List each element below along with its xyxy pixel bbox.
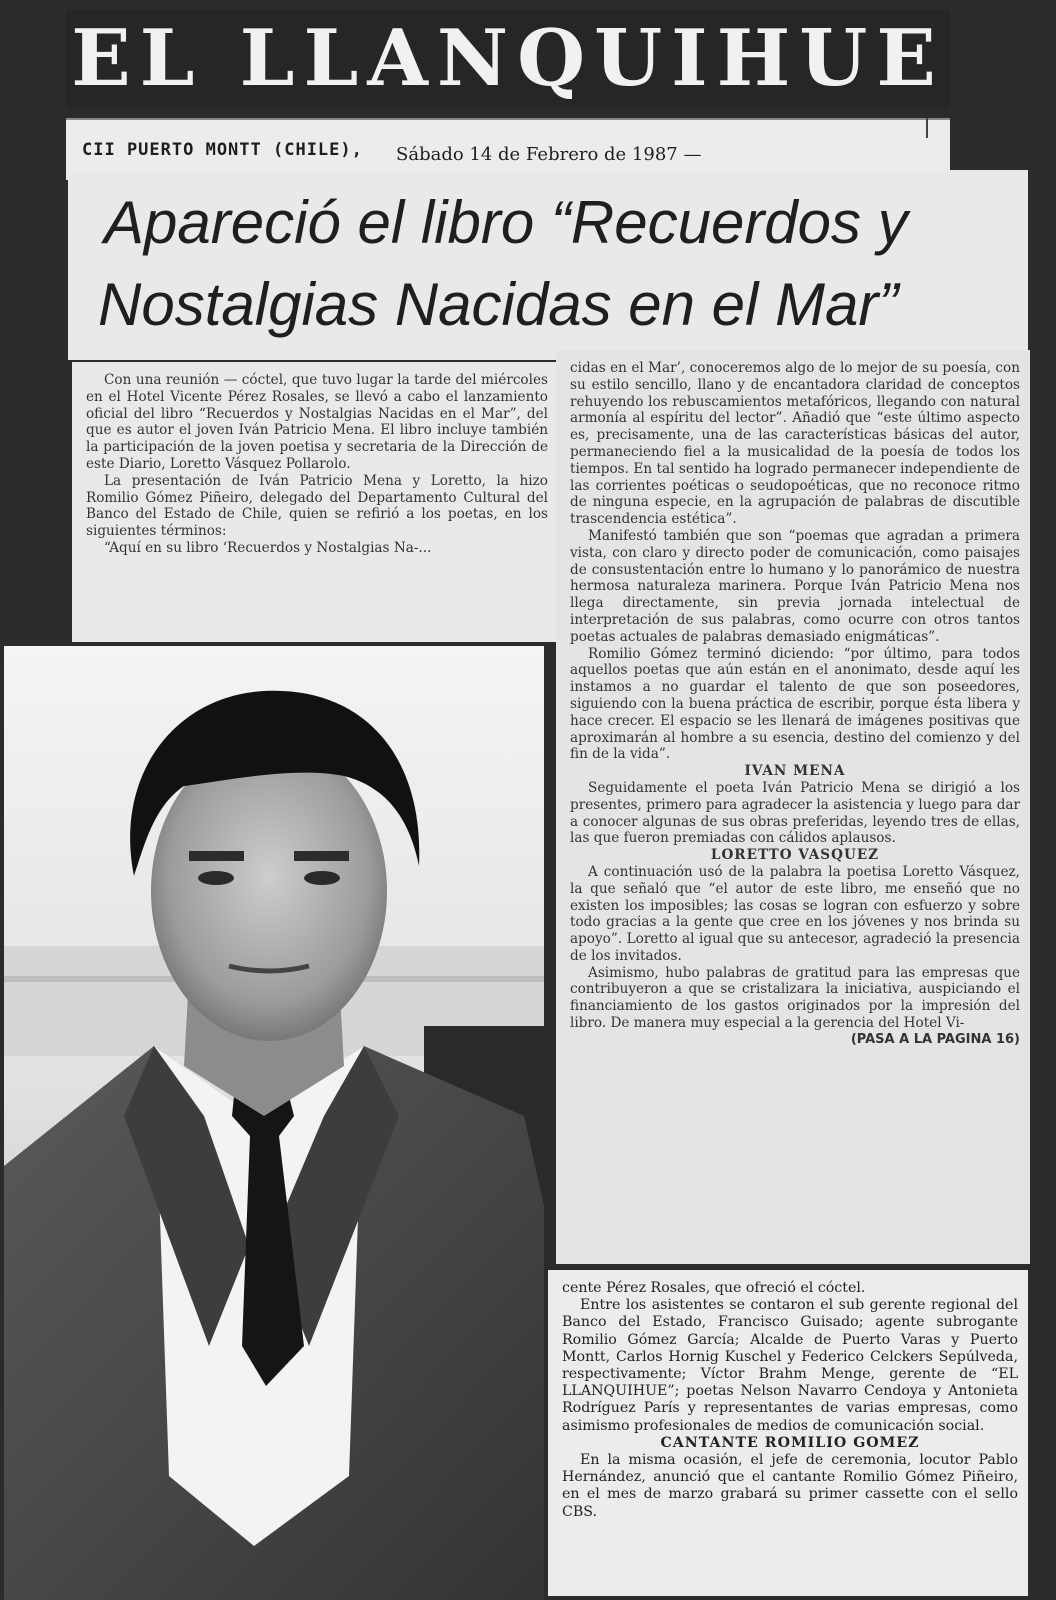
author-photo (4, 646, 544, 1600)
article-column-3 (548, 1270, 1028, 1596)
divider (926, 118, 928, 138)
headline-line-2: Nostalgias Nacidas en el Mar” (98, 271, 899, 338)
paragraph: Con una reunión — cóctel, que tuvo lugar la tarde del miércoles en el Hotel Vicente Pérez Rosales, se llevó a cabo el lanzamiento oficial del libro “Recuerdos y Nostalgias Nacidas en el Mar”, del que es autor el joven Iván Patricio Mena. El libro incluye también la participación de la joven poetisa y secretaria de la Dirección de este Diario, Loretto Vásquez Pollarolo. (86, 372, 548, 472)
headline (68, 170, 1028, 360)
paragraph: La presentación de Iván Patricio Mena y Loretto, la hizo Romilio Gómez Piñeiro, delegado del Departamento Cultural del Banco del Estado de Chile, quien se refirió a los poetas, en los siguientes términos: (86, 472, 548, 540)
subheading-ivan-mena: IVAN MENA (744, 763, 846, 780)
paragraph: En la misma ocasión, el jefe de ceremonia, locutor Pablo Hernández, anunció que el cantante Romilio Gómez Piñeiro, en el mes de marzo grabará su primer cassette con el sello CBS. (562, 1452, 1018, 1520)
paragraph: Entre los asistentes se contaron el sub gerente regional del Banco del Estado, Francisco Guisado; agente subrogante Romilio Gómez García; Alcalde de Puerto Varas y Puerto Montt, Carlos Hornig Kuschel y Federico Celckers Sepúlveda, respectivamente; Víctor Brahm Menge, gerente de “EL LLANQUIHUE”; poetas Nelson Navarro Cendoya y Antonieta Rodríguez París y representantes de varias empresas, como asimismo profesionales de medios de comunicación social. (562, 1297, 1018, 1434)
paragraph: cente Pérez Rosales, que ofreció el cóctel. (562, 1280, 866, 1296)
continued-notice: (PASA A LA PAGINA 16) (850, 1031, 1020, 1047)
article-column-2 (556, 350, 1030, 1264)
masthead: EL LLANQUIHUE (66, 10, 950, 108)
paragraph: “Aquí en su libro ‘Recuerdos y Nostalgias Na-... (104, 539, 432, 556)
paragraph: A continuación usó de la palabra la poetisa Loretto Vásquez, la que señaló que “el autor de este libro, me enseñó que no existen los imposibles; las cosas se logran con esfuerzo y sobre todo gracias a la gente que cree en los jóvenes y nos brinda su apoyo”. Loretto al igual que su antecesor, agradeció la presencia de los invitados. (570, 863, 1020, 964)
article-column-1 (72, 362, 558, 642)
headline-line-1: Apareció el libro “Recuerdos y (104, 189, 908, 256)
portrait-illustration (4, 646, 544, 1600)
paragraph: cidas en el Mar’, conoceremos algo de lo mejor de su poesía, con su estilo sencillo, llano y de encantadora claridad de conceptos rehuyendo los rebuscamientos metafóricos, llegando con natural armonía al espíritu del lector”. Añadió que “este último aspecto es, precisamente, una de las características básicas del autor, permaneciendo fiel a la musicalidad de la poesía de todos los tiempos. En tal sentido ha logrado permanecer independiente de las corrientes poéticas o seudopoéticas, que no reconoce ritmo de ninguna especie, en la agrupación de palabras de discutible trascendencia estética”. (570, 360, 1020, 528)
dateline-date: Sábado 14 de Febrero de 1987 — (396, 144, 702, 165)
paragraph: Seguidamente el poeta Iván Patricio Mena se dirigió a los presentes, primero para agradecer la asistencia y luego para dar a conocer algunas de sus obras preferidas, leyendo tres de ellas, las que fueron premiadas con cálidos aplausos. (570, 779, 1020, 847)
subheading-cantante: CANTANTE ROMILIO GOMEZ (660, 1434, 920, 1451)
subheading-loretto-vasquez: LORETTO VASQUEZ (710, 847, 880, 864)
paragraph: Manifestó también que son “poemas que agradan a primera vista, con claro y directo poder de comunicación, como paisajes de consustentación entre lo humano y lo panorámico de nuestra hermosa naturaleza marinera. Porque Iván Patricio Mena nos llega directamente, sin previa jornada intelectual de interpretación de sus palabras, como ocurre con otros tantos poetas actuales de palabras demasiado enigmáticas”. (570, 527, 1020, 645)
dateline-place: CII PUERTO MONTT (CHILE), (82, 140, 363, 160)
paragraph: Romilio Gómez terminó diciendo: “por último, para todos aquellos poetas que aún están en el anonimato, desde aquí les instamos a no guardar el talento de que son poseedores, siguiendo con la buena práctica de escribir, porque ésta libera y hace crecer. El espacio se les llenará de imágenes positivas que aproximarán al hombre a su esencia, destino del comienzo y del fin de la vida”. (570, 645, 1020, 763)
paragraph: Asimismo, hubo palabras de gratitud para las empresas que contribuyeron a que se cristalizara la iniciativa, auspiciando el financiamiento de los gastos originados por la impresión del libro. De manera muy especial a la gerencia del Hotel Vi- (570, 964, 1020, 1032)
